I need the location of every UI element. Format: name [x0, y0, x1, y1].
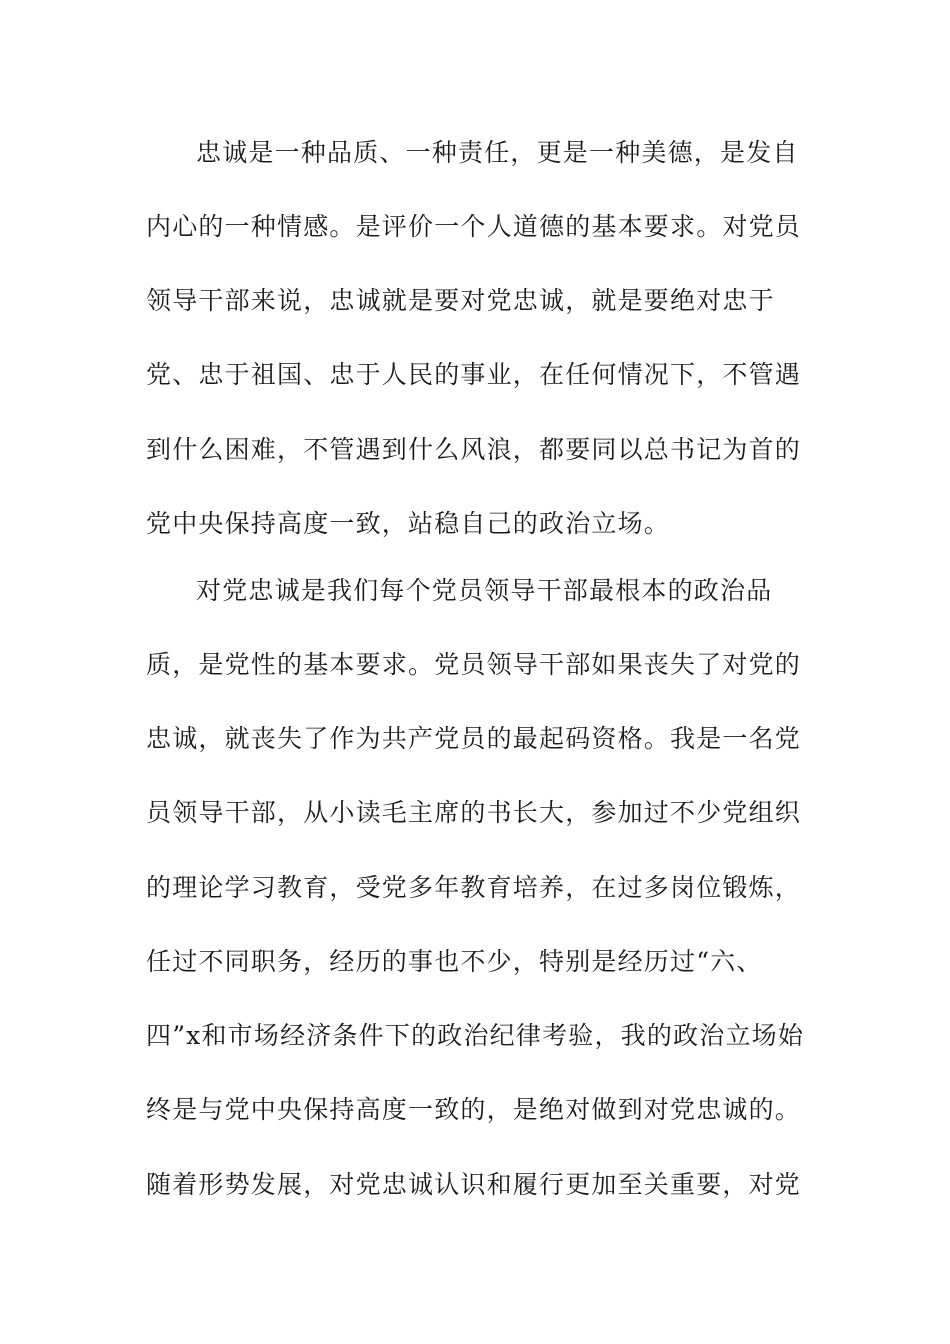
- paragraph-1-line-6: 党中央保持高度一致，站稳自己的政治立场。: [146, 509, 671, 538]
- paragraph-1-line-5: 到什么困难，不管遇到什么风浪，都要同以总书记为首的: [146, 435, 802, 464]
- paragraph-2-line-4: 员领导干部，从小读毛主席的书长大，参加过不少党组织: [146, 798, 802, 827]
- paragraph-1-line-4: 党、忠于祖国、忠于人民的事业，在任何情况下，不管遇: [146, 360, 802, 389]
- paragraph-2-line-2: 质，是党性的基本要求。党员领导干部如果丧失了对党的: [146, 650, 802, 679]
- paragraph-2-line-9: 随着形势发展，对党忠诚认识和履行更加至关重要，对党: [146, 1170, 802, 1199]
- paragraph-2-line-3: 忠诚，就丧失了作为共产党员的最起码资格。我是一名党: [146, 724, 802, 753]
- paragraph-2-line-8: 终是与党中央保持高度一致的，是绝对做到对党忠诚的。: [146, 1095, 802, 1124]
- paragraph-2-line-5: 的理论学习教育，受党多年教育培养，在过多岗位锻炼，: [146, 873, 802, 902]
- paragraph-1-line-1: 忠诚是一种品质、一种责任，更是一种美德，是发自: [196, 138, 799, 167]
- paragraph-2-line-1: 对党忠诚是我们每个党员领导干部最根本的政治品: [196, 576, 773, 605]
- paragraph-2-line-6: 任过不同职务，经历的事也不少，特别是经历过“六、: [146, 947, 763, 976]
- paragraph-1-line-2: 内心的一种情感。是评价一个人道德的基本要求。对党员: [146, 212, 802, 241]
- paragraph-2-line-7: 四”x和市场经济条件下的政治纪律考验，我的政治立场始: [146, 1021, 805, 1050]
- paragraph-1-line-3: 领导干部来说，忠诚就是要对党忠诚，就是要绝对忠于: [146, 286, 775, 315]
